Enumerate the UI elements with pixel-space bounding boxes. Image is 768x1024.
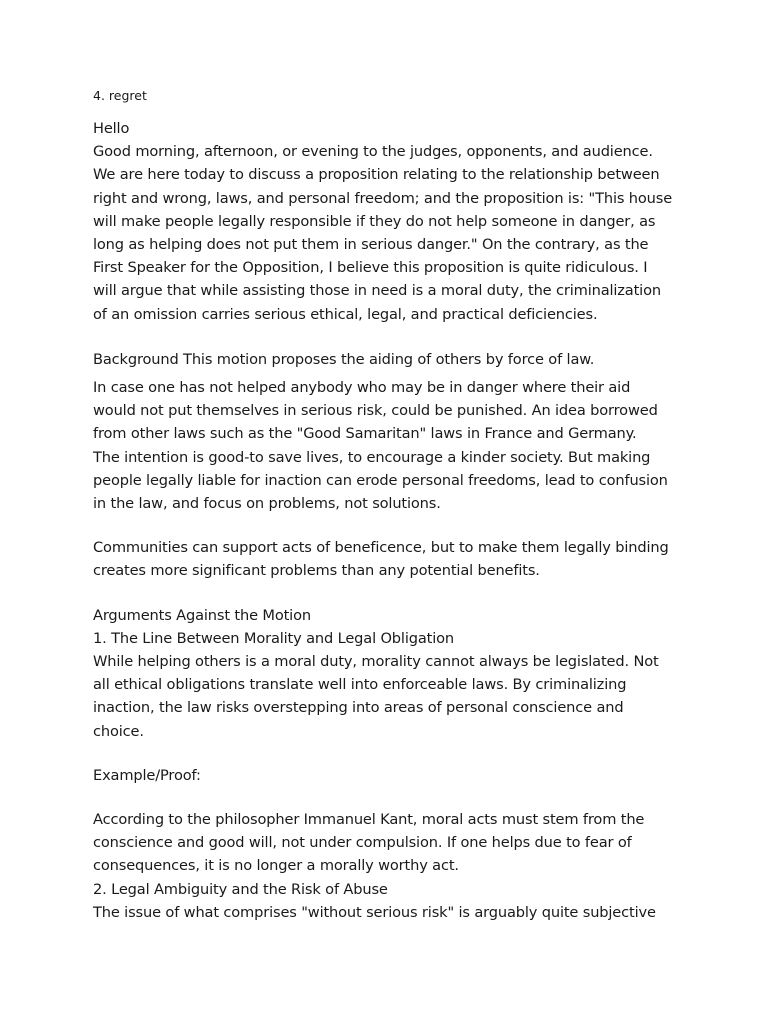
text-line: First Speaker for the Opposition, I believe this proposition is quite ridiculous. I xyxy=(93,259,648,277)
text-line: The issue of what comprises "without serious risk" is arguably quite subjective xyxy=(93,903,656,921)
text-line: consequences, it is no longer a morally worthy act. xyxy=(93,857,459,875)
text-line: Hello xyxy=(93,120,130,137)
text-line: While helping others is a moral duty, morality cannot always be legislated. Not xyxy=(93,653,659,671)
text-line: of an omission carries serious ethical, legal, and practical deficiencies. xyxy=(93,305,598,323)
document-header: 4. regret xyxy=(93,88,147,103)
document-body xyxy=(93,117,683,924)
text-line: Communities can support acts of beneficence, but to make them legally binding xyxy=(93,539,669,557)
text-line: from other laws such as the "Good Samaritan" laws in France and Germany. xyxy=(93,425,637,443)
text-line: In case one has not helped anybody who may be in danger where their aid xyxy=(93,379,631,397)
text-line: will argue that while assisting those in need is a moral duty, the criminalization xyxy=(93,282,661,300)
text-line: people legally liable for inaction can erode personal freedoms, lead to confusion xyxy=(93,471,668,489)
text-line: We are here today to discuss a proposition relating to the relationship between xyxy=(93,166,660,184)
text-line: right and wrong, laws, and personal freedom; and the proposition is: "This house xyxy=(93,189,673,207)
text-line: Example/Proof: xyxy=(93,766,201,784)
text-line: According to the philosopher Immanuel Kant, moral acts must stem from the xyxy=(93,811,645,829)
text-line: choice. xyxy=(93,722,144,740)
subsection-heading: 1. The Line Between Morality and Legal Obligation xyxy=(93,629,454,647)
subsection-heading: 2. Legal Ambiguity and the Risk of Abuse xyxy=(93,880,388,898)
document-page xyxy=(93,87,683,924)
section-heading: Arguments Against the Motion xyxy=(93,606,311,624)
text-line: would not put themselves in serious risk, could be punished. An idea borrowed xyxy=(93,402,658,420)
text-line: The intention is good-to save lives, to encourage a kinder society. But making xyxy=(93,448,651,466)
text-line: long as helping does not put them in serious danger." On the contrary, as the xyxy=(93,236,649,254)
text-line: in the law, and focus on problems, not solutions. xyxy=(93,495,441,513)
text-line: will make people legally responsible if they do not help someone in danger, as xyxy=(93,212,656,230)
text-line: creates more significant problems than any potential benefits. xyxy=(93,562,540,580)
text-line: all ethical obligations translate well into enforceable laws. By criminalizing xyxy=(93,676,627,694)
text-line: Good morning, afternoon, or evening to the judges, opponents, and audience. xyxy=(93,143,653,161)
text-line: Background This motion proposes the aiding of others by force of law. xyxy=(93,350,595,368)
text-line: conscience and good will, not under compulsion. If one helps due to fear of xyxy=(93,834,632,852)
text-line: inaction, the law risks overstepping into areas of personal conscience and xyxy=(93,699,624,717)
